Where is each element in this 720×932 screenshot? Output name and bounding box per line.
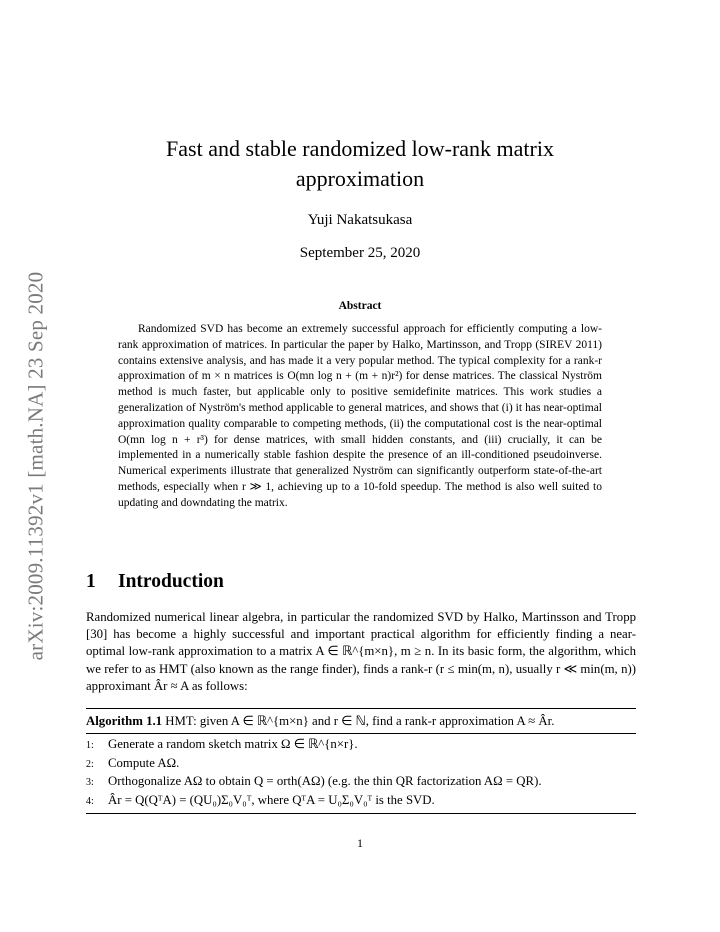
page-number: 1	[357, 836, 363, 850]
arxiv-sidebar-stamp: arXiv:2009.11392v1 [math.NA] 23 Sep 2020	[23, 271, 48, 661]
algorithm-step	[86, 755, 636, 774]
algorithm-box	[86, 708, 636, 814]
step-text: Compute AΩ.	[108, 755, 180, 770]
step-number: 2:	[86, 758, 94, 770]
algorithm-step	[86, 773, 636, 792]
section-number: 1	[86, 571, 96, 592]
step-number: 3:	[86, 777, 94, 789]
step-text: Âr = Q(QᵀA) = (QU₀)Σ₀V₀ᵀ, where QᵀA = U₀Σ₀V₀ᵀ is the SVD.	[108, 792, 435, 807]
step-text: Generate a random sketch matrix Ω ∈ ℝ^{n×r}.	[108, 737, 358, 751]
algorithm-caption: HMT: given A ∈ ℝ^{m×n} and r ∈ ℕ, find a rank-r approximation A ≈ Âr.	[165, 714, 555, 728]
algorithm-caption-line	[86, 709, 636, 733]
paper-title: Fast and stable randomized low-rank matrix approximation	[166, 136, 554, 191]
section-heading	[86, 571, 224, 593]
step-text: Orthogonalize AΩ to obtain Q = orth(AΩ) (e.g. the thin QR factorization AΩ = QR).	[108, 774, 542, 789]
algorithm-label: Algorithm 1.1	[86, 714, 163, 728]
section-title: Introduction	[118, 571, 224, 592]
intro-paragraph: Randomized numerical linear algebra, in particular the randomized SVD by Halko, Martinsson and Tropp [30] has become a highly successful and important practical algorithm for efficiently finding a near-optimal low-rank approximation to a matrix A ∈ ℝ^{m×n}, m ≥ n. In its basic form, the algorithm, which we refer to as HMT (also known as the range finder), finds a rank-r (r ≤ min(m, n), usually r ≪ min(m, n)) approximant Âr ≈ A as follows:	[86, 610, 636, 693]
step-number: 1:	[86, 740, 94, 751]
algorithm-step	[86, 736, 636, 755]
algorithm-steps	[86, 734, 636, 813]
abstract-heading: Abstract	[338, 300, 382, 312]
paper-date: September 25, 2020	[299, 245, 421, 261]
algorithm-step	[86, 792, 636, 811]
author-name: Yuji Nakatsukasa	[307, 212, 413, 228]
step-number: 4:	[86, 795, 94, 807]
algorithm-bottom-rule	[86, 813, 636, 814]
abstract-body: Randomized SVD has become an extremely successful approach for efficiently computing a low-rank approximation of matrices. In particular the paper by Halko, Martinsson, and Tropp (SIREV 2011) contains extensive analysis, and has made it a very popular method. The typical complexity for a rank-r approximation of m × n matrices is O(mn log n + (m + n)r²) for dense matrices. The classical Nyström method is much faster, but applicable only to positive semidefinite matrices. This work studies a generalization of Nyström's method applicable to general matrices, and shows that (i) it has near-optimal approximation quality comparable to competing methods, (ii) the computational cost is the near-optimal O(mn log n + r³) for dense matrices, with small hidden constants, and (iii) crucially, it can be implemented in a numerically stable fashion despite the presence of an ill-conditioned pseudoinverse. Numerical experiments illustrate that generalized Nyström can significantly outperform state-of-the-art methods, especially when r ≫ 1, achieving up to a 10-fold speedup. The method is also well suited to updating and downdating the matrix.	[118, 323, 602, 509]
